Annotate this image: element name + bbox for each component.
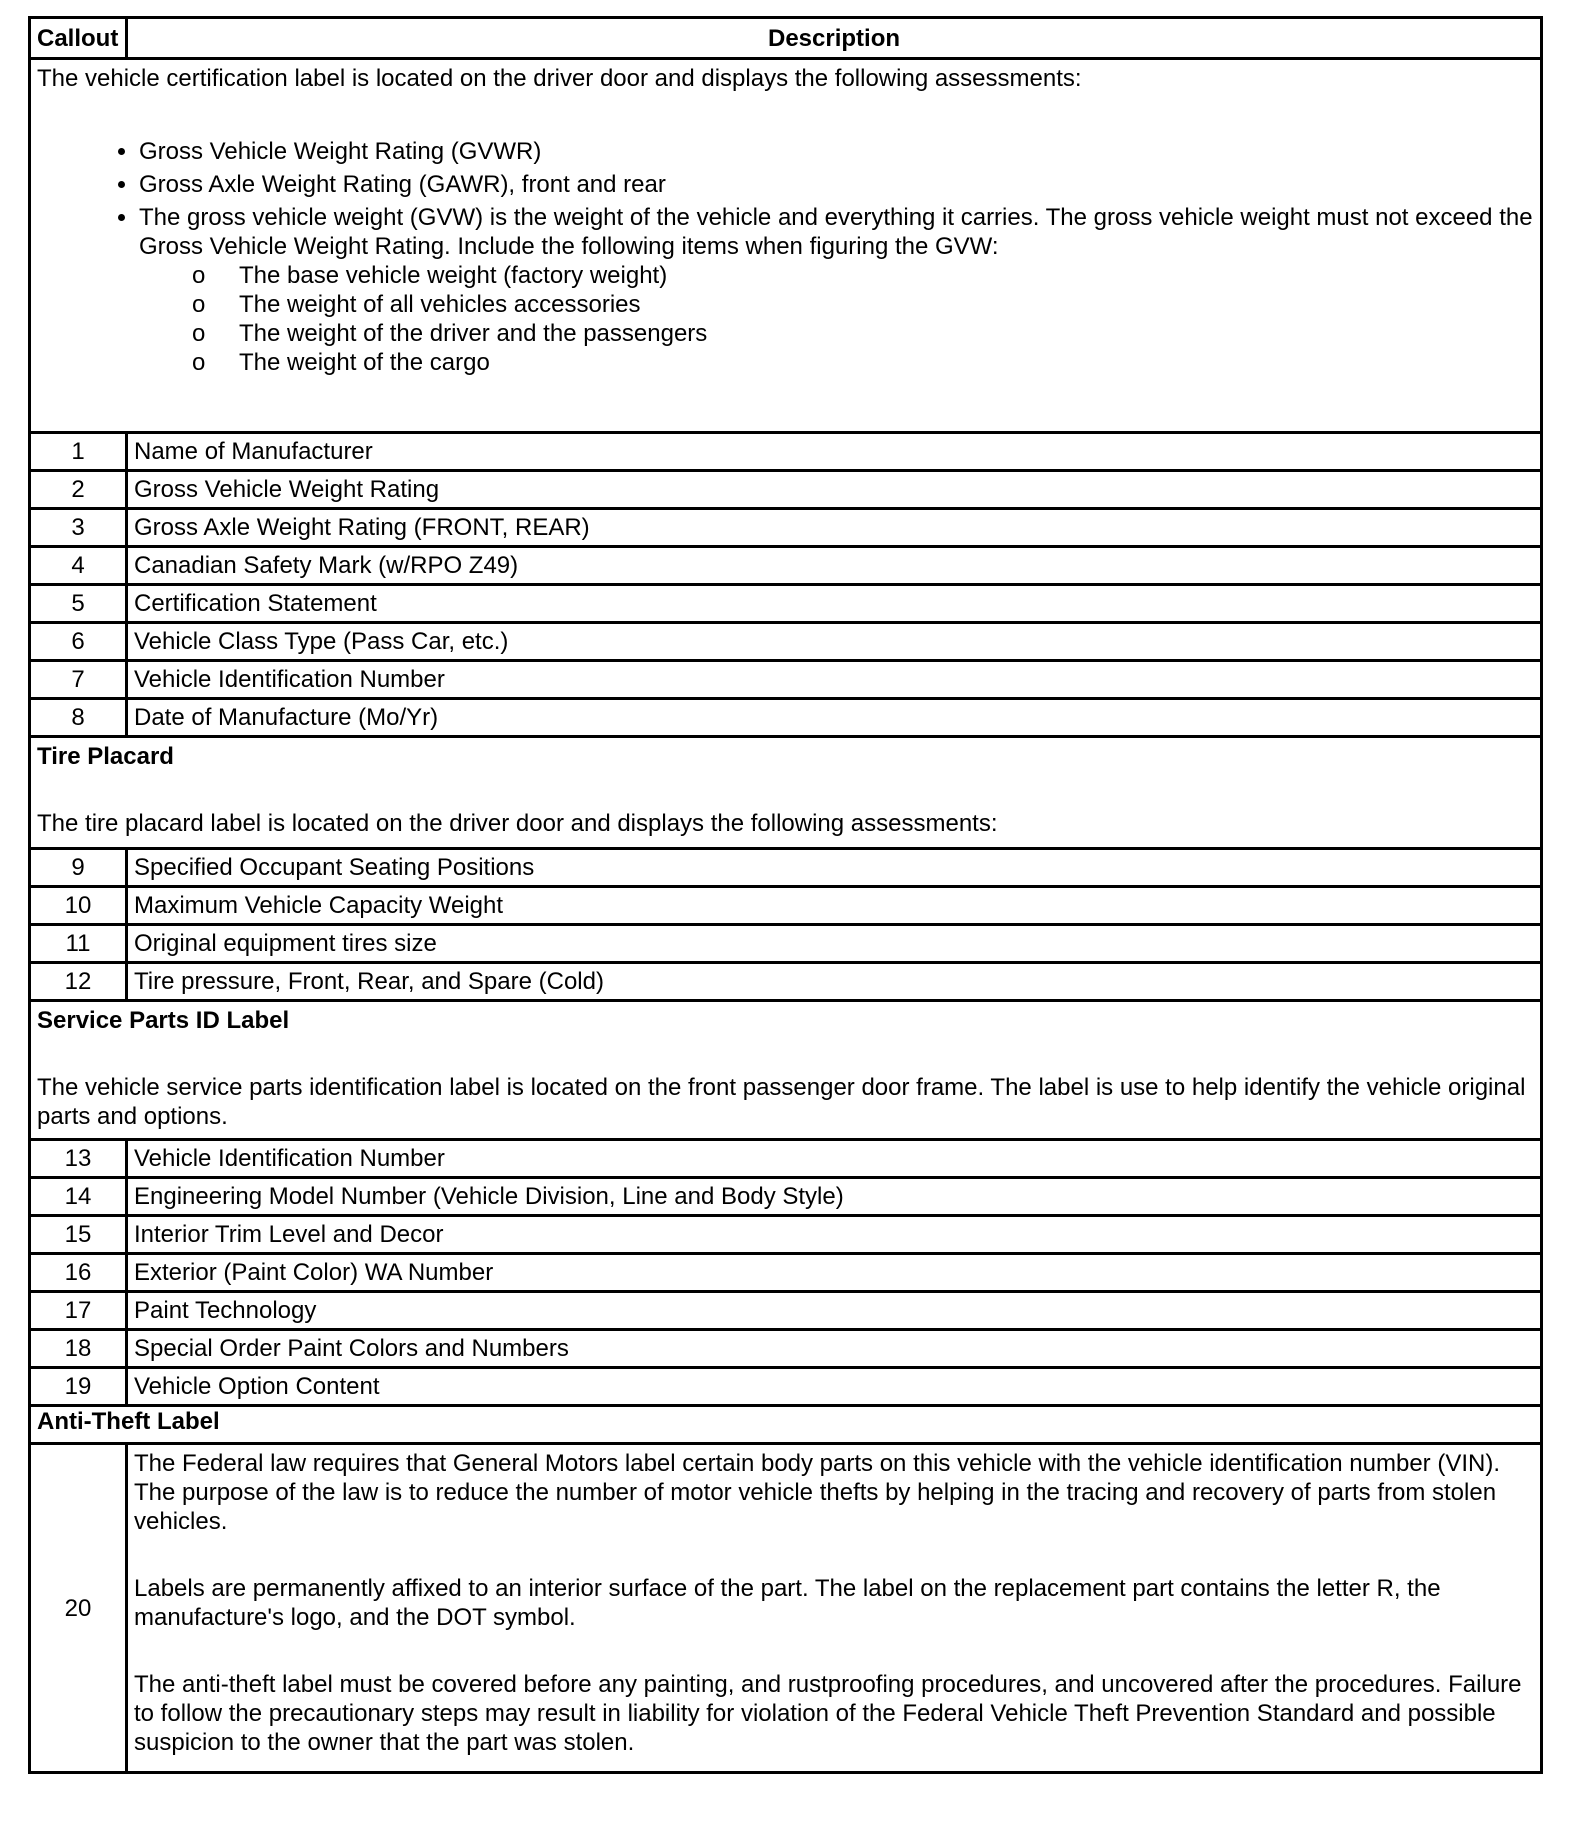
- callout-table-document: [28, 16, 1543, 1774]
- callout-number: 16: [30, 1254, 127, 1292]
- service-parts-section: [30, 1001, 1542, 1140]
- section-text-tire-placard: The tire placard label is located on the driver door and displays the following assessments:: [37, 810, 998, 837]
- table-row: [30, 1254, 1542, 1292]
- callout-number: 6: [30, 623, 127, 661]
- table-row: [30, 433, 1542, 471]
- sub-bullet-item: o The weight of the cargo: [239, 348, 1534, 377]
- section-title-service-parts: Service Parts ID Label: [37, 1007, 290, 1034]
- table-row: [30, 1178, 1542, 1216]
- anti-theft-paragraph: Labels are permanently affixed to an interior surface of the part. The label on the replacement part contains the letter R, the manufacture's logo, and the DOT symbol.: [134, 1575, 1441, 1631]
- callout-description: Gross Vehicle Weight Rating: [127, 471, 1542, 509]
- callout-description: Canadian Safety Mark (w/RPO Z49): [127, 547, 1542, 585]
- bullet-item: • Gross Axle Weight Rating (GAWR), front and rear: [139, 170, 1534, 199]
- table-row: [30, 471, 1542, 509]
- section-text-service-parts: The vehicle service parts identification label is located on the front passenger door frame. The label is use to help identify the vehicle original parts and options.: [37, 1074, 1526, 1130]
- table-row: [30, 585, 1542, 623]
- anti-theft-row: [30, 1444, 1542, 1773]
- callout-description: Vehicle Identification Number: [127, 661, 1542, 699]
- callout-description: Paint Technology: [127, 1292, 1542, 1330]
- table-row: [30, 623, 1542, 661]
- table-row: [30, 963, 1542, 1001]
- table-row: [30, 1330, 1542, 1368]
- anti-theft-description: [127, 1444, 1542, 1773]
- callout-description: Tire pressure, Front, Rear, and Spare (Cold): [127, 963, 1542, 1001]
- intro-text: The vehicle certification label is located on the driver door and displays the following assessments:: [37, 65, 1082, 92]
- callout-number: 11: [30, 925, 127, 963]
- table-row: [30, 1368, 1542, 1406]
- callout-number: 17: [30, 1292, 127, 1330]
- intro-row: [30, 59, 1542, 433]
- callout-number: 9: [30, 849, 127, 887]
- callout-number: 19: [30, 1368, 127, 1406]
- intro-cell: [30, 59, 1542, 433]
- bullet-item: • Gross Vehicle Weight Rating (GVWR): [139, 137, 1534, 166]
- callout-description: Vehicle Option Content: [127, 1368, 1542, 1406]
- callout-number: 20: [30, 1444, 127, 1773]
- callout-description: Vehicle Class Type (Pass Car, etc.): [127, 623, 1542, 661]
- table-row: [30, 1216, 1542, 1254]
- callout-description: Interior Trim Level and Decor: [127, 1216, 1542, 1254]
- callout-number: 12: [30, 963, 127, 1001]
- callout-description: Date of Manufacture (Mo/Yr): [127, 699, 1542, 737]
- table-row: [30, 1292, 1542, 1330]
- header-description: Description: [127, 18, 1542, 59]
- table-row: [30, 509, 1542, 547]
- callout-table: [28, 16, 1543, 1774]
- table-row: [30, 887, 1542, 925]
- callout-number: 18: [30, 1330, 127, 1368]
- table-row: [30, 699, 1542, 737]
- intro-bullet-list: [37, 137, 1534, 377]
- callout-description: Name of Manufacturer: [127, 433, 1542, 471]
- callout-number: 2: [30, 471, 127, 509]
- table-row: [30, 547, 1542, 585]
- callout-number: 8: [30, 699, 127, 737]
- callout-number: 10: [30, 887, 127, 925]
- callout-number: 3: [30, 509, 127, 547]
- callout-number: 13: [30, 1140, 127, 1178]
- sub-bullet-item: o The weight of the driver and the passengers: [239, 319, 1534, 348]
- callout-number: 7: [30, 661, 127, 699]
- table-row: [30, 1140, 1542, 1178]
- callout-description: Maximum Vehicle Capacity Weight: [127, 887, 1542, 925]
- section-title-anti-theft: Anti-Theft Label: [30, 1406, 1542, 1444]
- tire-placard-section: [30, 737, 1542, 849]
- anti-theft-paragraph: The Federal law requires that General Motors label certain body parts on this vehicle with the vehicle identification number (VIN). The purpose of the law is to reduce the number of motor vehicle thefts by helping in the tracing and recovery of parts from stolen vehicles.: [134, 1450, 1500, 1535]
- callout-description: Specified Occupant Seating Positions: [127, 849, 1542, 887]
- table-row: [30, 849, 1542, 887]
- callout-number: 14: [30, 1178, 127, 1216]
- callout-description: Certification Statement: [127, 585, 1542, 623]
- callout-number: 1: [30, 433, 127, 471]
- bullet-item: [139, 203, 1534, 377]
- callout-number: 5: [30, 585, 127, 623]
- bullet-item-text: The gross vehicle weight (GVW) is the weight of the vehicle and everything it carries. The gross vehicle weight must not exceed the Gross Vehicle Weight Rating. Include the following items when figuring the GVW:: [139, 204, 1533, 260]
- callout-description: Engineering Model Number (Vehicle Division, Line and Body Style): [127, 1178, 1542, 1216]
- callout-description: Original equipment tires size: [127, 925, 1542, 963]
- sub-bullet-item: o The weight of all vehicles accessories: [239, 290, 1534, 319]
- callout-number: 15: [30, 1216, 127, 1254]
- anti-theft-title-row: [30, 1406, 1542, 1444]
- service-parts-section-row: [30, 1001, 1542, 1140]
- callout-description: Vehicle Identification Number: [127, 1140, 1542, 1178]
- section-title-tire-placard: Tire Placard: [37, 743, 174, 770]
- table-row: [30, 661, 1542, 699]
- table-header-row: [30, 18, 1542, 59]
- callout-description: Special Order Paint Colors and Numbers: [127, 1330, 1542, 1368]
- sub-bullet-list: [139, 261, 1534, 377]
- tire-placard-section-row: [30, 737, 1542, 849]
- callout-number: 4: [30, 547, 127, 585]
- callout-description: Exterior (Paint Color) WA Number: [127, 1254, 1542, 1292]
- sub-bullet-item: o The base vehicle weight (factory weight): [239, 261, 1534, 290]
- table-row: [30, 925, 1542, 963]
- header-callout: Callout: [30, 18, 127, 59]
- anti-theft-paragraph: The anti-theft label must be covered before any painting, and rustproofing procedures, and uncovered after the procedures. Failure to follow the precautionary steps may result in liability for violation of the Federal Vehicle Theft Prevention Standard and possible suspicion to the owner that the part was stolen.: [134, 1671, 1522, 1756]
- callout-description: Gross Axle Weight Rating (FRONT, REAR): [127, 509, 1542, 547]
